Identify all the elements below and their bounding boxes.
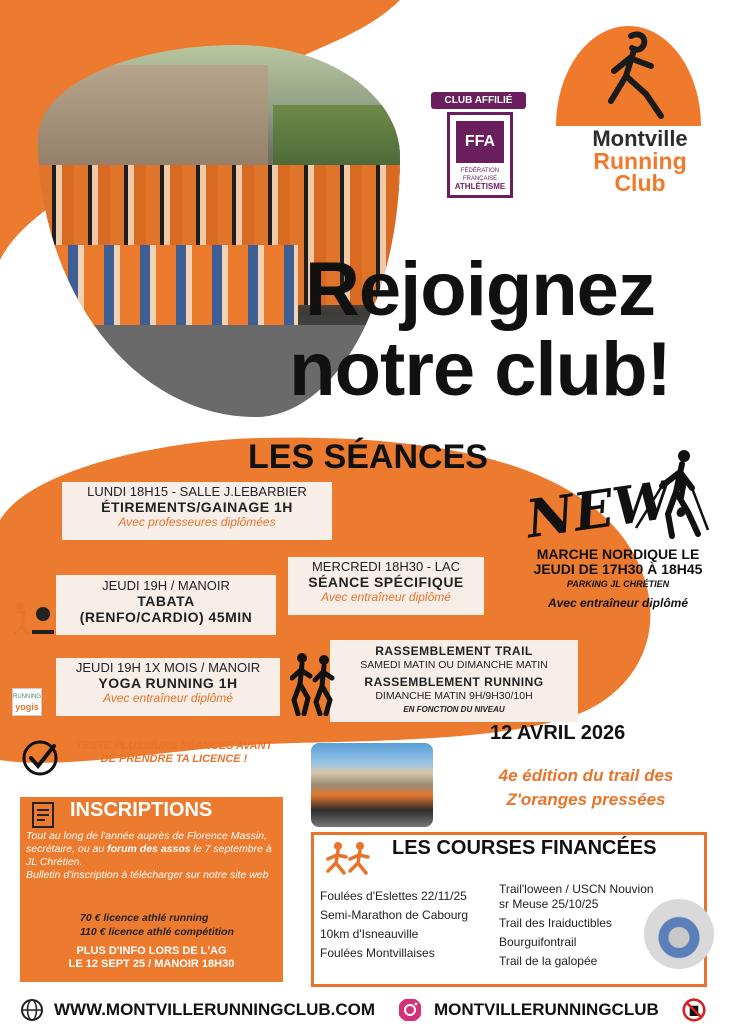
badge-line-1: RUNNING [13, 694, 41, 700]
ffa-affiliation-tag: CLUB AFFILIÉ [431, 92, 526, 109]
list-item: Bourguifontrail [499, 935, 577, 949]
ag-line-1: PLUS D'INFO LORS DE L'AG [76, 945, 227, 957]
session-what-1: TABATA [137, 593, 195, 609]
teste-notice [64, 740, 284, 766]
headline-line-2: notre club! [289, 327, 671, 412]
price-running: 70 € licence athlé running [80, 912, 209, 924]
checkmark-icon [20, 738, 60, 778]
session-card-rassemblement [330, 640, 578, 722]
rassemblement-running-when: DIMANCHE MATIN 9H/9H30/10H [375, 690, 533, 702]
courses-title: LES COURSES FINANCÉES [392, 837, 657, 859]
runners-icon [290, 652, 336, 716]
new-label: NEW! [522, 466, 698, 551]
form-icon [30, 801, 56, 829]
inscriptions-body [26, 830, 281, 882]
page-headline [240, 247, 720, 412]
session-card-tabata [56, 575, 276, 635]
session-what: SÉANCE SPÉCIFIQUE [308, 574, 464, 590]
courses-list-left [320, 887, 468, 963]
medal-photo [644, 899, 714, 969]
nordic-walking-info [508, 547, 728, 611]
price-competition: 110 € licence athlé compétition [80, 926, 234, 938]
inscriptions-forum: forum des assos [107, 843, 191, 855]
no-littering-icon [682, 998, 706, 1022]
ffa-mark: FFA [456, 121, 504, 163]
session-note: Avec entraîneur diplômé [103, 691, 233, 705]
club-logo-text [565, 128, 715, 194]
rassemblement-trail-title: RASSEMBLEMENT TRAIL [375, 644, 533, 658]
ag-line-2: LE 12 SEPT 25 / MANOIR 18H30 [68, 958, 235, 970]
rassemblement-running-title: RASSEMBLEMENT RUNNING [364, 675, 544, 689]
courses-panel [311, 832, 707, 987]
instagram-icon [398, 998, 422, 1022]
event-line-1: 4e édition du trail des [498, 766, 674, 785]
nordic-walker-icon [632, 448, 712, 540]
list-item: Foulées d'Eslettes 22/11/25 [320, 889, 467, 903]
session-note: Avec professeures diplômées [118, 515, 276, 529]
race-group-photo [311, 743, 433, 827]
list-item: Foulées Montvillaises [320, 946, 435, 960]
logo-line-1: Montville [592, 126, 688, 151]
fitness-icon [10, 598, 56, 638]
badge-line-2: yogis [15, 702, 39, 712]
inscriptions-text-3: Bulletin d'inscription à télécharger sur notre site web [26, 869, 269, 881]
nordic-line-2: JEUDI DE 17H30 À 18H45 [533, 561, 703, 577]
rassemblement-trail-when: SAMEDI MATIN OU DIMANCHE MATIN [360, 659, 548, 671]
list-item: sr Meuse 25/10/25 [499, 897, 599, 911]
list-item: Trail de la galopée [499, 954, 598, 968]
teste-line-1: TESTE PLUSIEURS SÉANCES AVANT [75, 740, 273, 752]
event-edition [446, 764, 726, 812]
event-line-2: Z'oranges pressées [506, 790, 666, 809]
inscriptions-text-2: le 7 septembre à JL Chrétien. [26, 843, 272, 868]
ag-info [20, 945, 283, 971]
globe-icon [20, 998, 44, 1022]
license-prices [80, 911, 280, 939]
logo-line-2: Running [593, 148, 687, 174]
ffa-line-1: FÉDÉRATION FRANÇAISE [460, 168, 500, 182]
footer [0, 990, 731, 1033]
list-item: 10km d'Isneauville [320, 927, 419, 941]
runners-icon [324, 841, 376, 877]
ffa-logo [447, 112, 513, 198]
session-when: JEUDI 19H 1X MOIS / MANOIR [75, 660, 261, 675]
list-item: Trail'loween / USCN Nouvion [499, 882, 654, 896]
event-date: 12 AVRIL 2026 [490, 722, 626, 744]
session-what: YOGA RUNNING 1H [98, 675, 238, 691]
website-link[interactable]: WWW.MONTVILLERUNNINGCLUB.COM [54, 1000, 376, 1019]
inscriptions-text-1: Tout au long de l'année auprès de Florence Massin, secrétaire, ou au [26, 830, 267, 855]
inscriptions-title: INSCRIPTIONS [70, 799, 213, 821]
nordic-parking: PARKING JL CHRÉTIEN [566, 579, 670, 589]
ffa-line-2: ATHLÉTISME [454, 182, 506, 191]
list-item: Semi-Marathon de Cabourg [320, 908, 469, 922]
rassemblement-level: EN FONCTION DU NIVEAU [403, 705, 505, 714]
session-when: MERCREDI 18H30 - LAC [311, 559, 461, 574]
session-card-lundi [62, 482, 332, 540]
session-card-yoga [56, 658, 280, 716]
courses-list-right [499, 880, 654, 971]
session-card-mercredi [288, 557, 484, 615]
session-when: JEUDI 19H / MANOIR [102, 578, 230, 593]
session-when: LUNDI 18H15 - SALLE J.LEBARBIER [87, 484, 307, 499]
headline-line-1: Rejoignez [305, 247, 655, 332]
logo-line-3: Club [614, 170, 666, 196]
running-yogis-badge [12, 688, 42, 716]
session-what: ÉTIREMENTS/GAINAGE 1H [101, 499, 293, 515]
nordic-note: Avec entraîneur diplômé [547, 596, 689, 610]
session-note: Avec entraîneur diplômé [321, 590, 451, 604]
teste-line-2: DE PRENDRE TA LICENCE ! [100, 753, 248, 765]
seances-title: LES SÉANCES [248, 438, 488, 476]
inscriptions-panel [20, 797, 283, 982]
instagram-link[interactable]: MONTVILLERUNNINGCLUB [434, 1000, 659, 1019]
session-what-2: (RENFO/CARDIO) 45MIN [79, 609, 253, 625]
list-item: Trail des Iraiductibles [499, 916, 612, 930]
nordic-line-1: MARCHE NORDIQUE LE [536, 546, 700, 562]
